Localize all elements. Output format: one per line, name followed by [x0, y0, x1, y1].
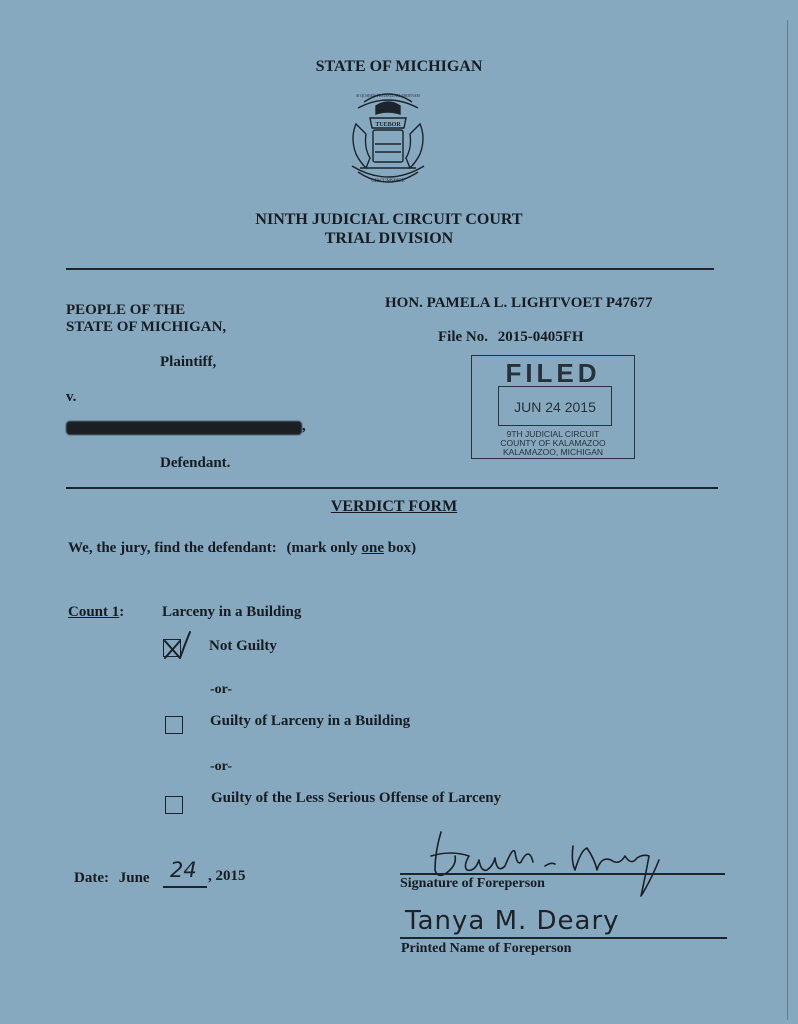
seal-bottom-text: CIRCUMSPICE [371, 179, 405, 184]
versus-label: v. [66, 389, 77, 405]
count-label: Count 1 [68, 604, 120, 620]
filed-stamp-line-3: KALAMAZOO, MICHIGAN [502, 447, 604, 457]
date-year: , 2015 [208, 868, 246, 884]
michigan-seal-icon [342, 88, 434, 192]
filed-stamp-date: JUN 24 2015 [498, 386, 612, 426]
guilty-larceny-checkbox[interactable] [165, 796, 183, 814]
header-divider [66, 268, 714, 270]
date-line [74, 870, 150, 887]
or-separator-1: -or- [210, 682, 233, 697]
scan-edge [787, 20, 788, 1020]
date-month: June [118, 870, 150, 886]
filed-stamp-line-2: COUNTY OF KALAMAZOO [500, 438, 606, 448]
plaintiff-line-2: STATE OF MICHIGAN, [66, 319, 227, 335]
file-number-label: File No. [438, 329, 488, 345]
count-colon: : [119, 604, 125, 620]
verdict-form-heading: VERDICT FORM [330, 498, 458, 515]
printed-name-handwritten: Tanya M. Deary [405, 906, 620, 936]
guilty-larceny-building-checkbox[interactable] [165, 716, 183, 734]
file-number: 2015-0405FH [497, 329, 584, 345]
count-label-line [68, 604, 124, 621]
signature-label: Signature of Foreperson [400, 876, 545, 891]
option-not-guilty-label: Not Guilty [209, 638, 277, 654]
checkmark-x-icon [158, 630, 192, 662]
seal-banner-text: TUEBOR [375, 122, 401, 128]
caption-divider [66, 487, 718, 489]
state-heading: STATE OF MICHIGAN [315, 58, 483, 75]
court-name: NINTH JUDICIAL CIRCUIT COURT [255, 211, 523, 228]
court-division: TRIAL DIVISION [324, 230, 454, 247]
or-separator-2: -or- [210, 759, 233, 774]
defendant-comma: , [302, 418, 306, 434]
plaintiff-name [66, 302, 226, 336]
date-label: Date: [74, 870, 109, 886]
date-day-handwritten: 24 [170, 858, 197, 882]
filed-stamp [471, 355, 635, 459]
judge-name: HON. PAMELA L. LIGHTVOET P47677 [385, 295, 653, 311]
option-guilty-larceny-building-label: Guilty of Larceny in a Building [210, 713, 411, 729]
instruction-close: box) [384, 540, 417, 556]
plaintiff-line-1: PEOPLE OF THE [66, 302, 186, 318]
printed-name-line [400, 937, 727, 939]
seal-top-text: SI QUAERIS PENINSULAM AMOENAM [356, 94, 420, 98]
instruction-open: (mark only [286, 540, 362, 556]
count-charge: Larceny in a Building [162, 604, 302, 620]
filed-stamp-line-1: 9TH JUDICIAL CIRCUIT [506, 429, 600, 439]
file-number-line [438, 329, 584, 346]
date-day-underline [163, 886, 207, 888]
jury-instruction [68, 540, 416, 557]
foreperson-signature-icon [405, 826, 675, 906]
option-guilty-larceny-label: Guilty of the Less Serious Offense of Larceny [211, 790, 502, 806]
instruction-emphasis: one [361, 540, 385, 556]
redacted-defendant-name [66, 421, 302, 435]
defendant-role: Defendant. [160, 455, 231, 471]
signature-line [400, 873, 725, 875]
plaintiff-role: Plaintiff, [160, 354, 217, 370]
instruction-prefix: We, the jury, find the defendant: [68, 540, 277, 556]
filed-stamp-title: FILED [505, 358, 601, 388]
printed-name-label: Printed Name of Foreperson [401, 941, 572, 956]
